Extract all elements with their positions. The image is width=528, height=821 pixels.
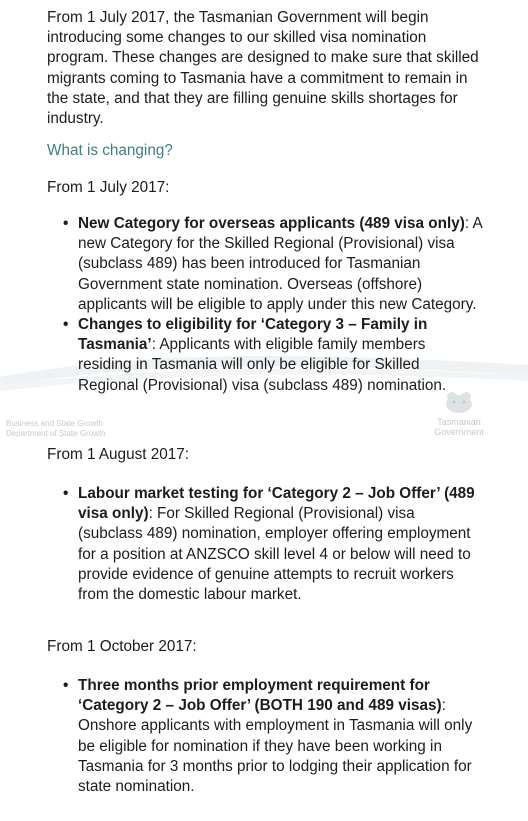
bullet-title: Changes to eligibility for ‘Category 3 – Family in Tasmania’ bbox=[78, 316, 428, 354]
bullet-title: Three months prior employment requirement for ‘Category 2 – Job Offer’ (BOTH 190 and 489 visas) bbox=[78, 677, 442, 715]
bullet-item bbox=[62, 676, 482, 797]
bullet-list-july bbox=[62, 214, 482, 396]
bullet-body: : Applicants with eligible family members residing in Tasmania will only be eligible for Skilled Regional (Provisional) visa (subclass 489) nomination. bbox=[78, 336, 447, 394]
bullet-item bbox=[62, 315, 482, 396]
section-heading: What is changing? bbox=[47, 142, 173, 159]
bullet-icon: • bbox=[63, 215, 69, 232]
bullet-body: : For Skilled Regional (Provisional) visa (subclass 489) nomination, employer offering employment for a position at ANZSCO skill level 4 or below will need to provide evidence of genuine attempts to recruit workers from the domestic labour market. bbox=[78, 505, 471, 604]
intro-paragraph: From 1 July 2017, the Tasmanian Government will begin introducing some changes to our skilled visa nomination program. These changes are designed to make sure that skilled migrants coming to Tasmania have a commitment to remain in the state, and that they are filling genuine skills shortages for industry. bbox=[47, 9, 479, 128]
date-heading-august: From 1 August 2017: bbox=[47, 446, 190, 463]
bullet-icon: • bbox=[63, 677, 69, 694]
bullet-title: New Category for overseas applicants (489 visa only) bbox=[78, 215, 465, 232]
bullet-title: Labour market testing for ‘Category 2 – Job Offer’ (489 visa only) bbox=[78, 485, 475, 523]
watermark-line: Business and State Growth bbox=[6, 419, 103, 428]
bullet-list-october bbox=[62, 676, 482, 797]
date-heading-october: From 1 October 2017: bbox=[47, 638, 197, 655]
watermark-department bbox=[6, 419, 106, 439]
bullet-icon: • bbox=[63, 316, 69, 334]
bullet-item bbox=[62, 484, 482, 605]
bullet-body: : A new Category for the Skilled Regional (Provisional) visa (subclass 489) has been introduced for Tasmanian Government state nomination. Overseas (offshore) applicants will be eligible to apply under this new Category. bbox=[78, 215, 482, 313]
tasmanian-devil-logo-icon bbox=[442, 389, 476, 415]
date-heading-july: From 1 July 2017: bbox=[47, 179, 170, 196]
bullet-body: : Onshore applicants with employment in Tasmania will only be eligible for nomination if they have been working in Tasmania for 3 months prior to lodging their application for state nomination. bbox=[78, 697, 473, 796]
watermark-line: Government bbox=[434, 427, 484, 437]
watermark-line: Tasmanian bbox=[437, 417, 481, 427]
watermark-line: Department of State Growth bbox=[6, 429, 106, 438]
watermark-tasmanian-government bbox=[423, 389, 495, 437]
bullet-item bbox=[62, 214, 482, 315]
bullet-list-august bbox=[62, 484, 482, 605]
bullet-icon: • bbox=[63, 485, 69, 502]
